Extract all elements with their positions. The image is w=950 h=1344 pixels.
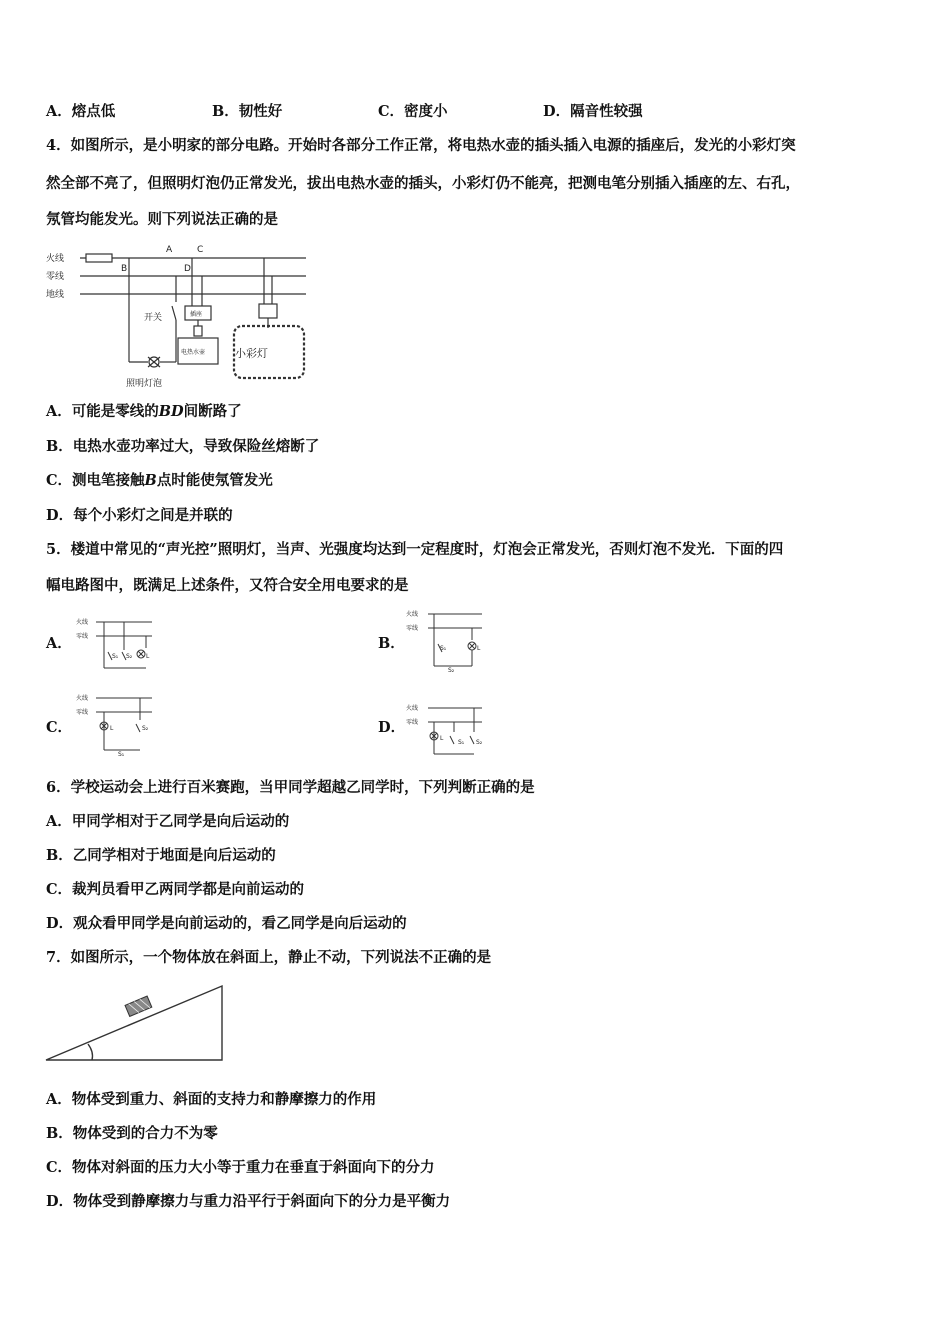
q5-stem-line1: 5．楼道中常见的“声光控”照明灯，当声、光强度均达到一定程度时，灯泡会正常发光，否则灯泡不发光．下面的四 [46, 541, 784, 558]
q7-option-b: B．物体受到的合力不为零 [46, 1125, 218, 1142]
q5d-l: L [440, 735, 444, 742]
q4-stem-line1: 4．如图所示，是小明家的部分电路。开始时各部分工作正常，将电热水壶的插头插入电源的插座后，发光的小彩灯突 [46, 137, 796, 154]
q5-label-b: B． [378, 635, 405, 652]
q4-stem-line2: 然全部不亮了，但照明灯泡仍正常发光，拔出电热水壶的插头，小彩灯仍不能亮，把测电笔分别插入插座的左、右孔， [46, 175, 800, 192]
q7-option-c: C．物体对斜面的压力大小等于重力在垂直于斜面向下的分力 [46, 1159, 435, 1176]
q5a-s1: S₁ [112, 653, 119, 660]
fig-label-dengpao: 照明灯泡 [126, 379, 163, 389]
q5b-huoxian: 火线 [406, 611, 419, 618]
q5-label-c: C． [46, 719, 73, 736]
q5d-s2: S₂ [476, 739, 483, 746]
q7-incline-figure [44, 982, 228, 1064]
fig-label-lingxian: 零线 [46, 272, 65, 282]
q7-option-d: D．物体受到静摩擦力与重力沿平行于斜面向下的分力是平衡力 [46, 1193, 451, 1210]
fig-label-b: B [121, 264, 128, 274]
q5-circuit-a [74, 612, 154, 670]
fig-label-dixian: 地线 [46, 290, 65, 300]
q7-stem: 7．如图所示，一个物体放在斜面上，静止不动，下列说法不正确的是 [46, 949, 492, 966]
q3-option-b: B．韧性好 [212, 103, 283, 120]
q4-circuit-figure [44, 240, 314, 390]
fig-label-shuihu: 电热水壶 [181, 349, 206, 356]
q6-stem: 6．学校运动会上进行百米赛跑，当甲同学超越乙同学时，下列判断正确的是 [46, 779, 535, 796]
q5a-s2: S₂ [126, 653, 133, 660]
q4-option-d: D．每个小彩灯之间是并联的 [46, 507, 233, 524]
q4-option-b: B．电热水壶功率过大，导致保险丝熔断了 [46, 438, 320, 455]
q5d-huoxian: 火线 [406, 705, 419, 712]
q6-option-c: C．裁判员看甲乙两同学都是向前运动的 [46, 881, 305, 898]
fig-label-kaiguan: 开关 [144, 313, 163, 323]
q3-option-d: D．隔音性较强 [543, 103, 643, 120]
q5b-lingxian: 零线 [406, 625, 419, 632]
fig-label-a: A [166, 245, 173, 255]
fig-label-d: D [184, 264, 191, 274]
q5b-l: L [477, 645, 481, 652]
q6-option-b: B．乙同学相对于地面是向后运动的 [46, 847, 276, 864]
q5c-lingxian: 零线 [76, 709, 89, 716]
q5-circuit-c [74, 688, 154, 758]
q5c-s2: S₂ [142, 725, 149, 732]
q5d-s1: S₁ [458, 739, 465, 746]
fig-label-chazuo: 插座 [190, 311, 203, 318]
q5b-s1: S₁ [440, 645, 447, 652]
q6-option-a: A．甲同学相对于乙同学是向后运动的 [46, 813, 290, 830]
q3-option-a: A．熔点低 [46, 103, 116, 120]
q4-option-c: C．测电笔接触B点时能使氖管发光 [46, 472, 273, 489]
q4-option-a: A．可能是零线的BD间断路了 [46, 403, 242, 420]
fig-label-c: C [197, 245, 204, 255]
q5c-huoxian: 火线 [76, 695, 89, 702]
q5b-s2: S₂ [448, 667, 455, 674]
q5-circuit-d [404, 698, 484, 756]
q4-stem-line3: 氖管均能发光。则下列说法正确的是 [46, 211, 278, 228]
q5-circuit-b [404, 604, 484, 674]
q5a-huoxian: 火线 [76, 619, 89, 626]
q5-label-a: A． [46, 635, 72, 652]
q5c-l: L [110, 725, 114, 732]
fig-label-huoxian: 火线 [46, 254, 65, 264]
q5-stem-line2: 幅电路图中，既满足上述条件，又符合安全用电要求的是 [46, 577, 409, 594]
q5c-s1: S₁ [118, 751, 125, 758]
q5a-lingxian: 零线 [76, 633, 89, 640]
q5a-l: L [146, 653, 150, 660]
q3-option-c: C．密度小 [378, 103, 448, 120]
q5-label-d: D． [378, 719, 406, 736]
q6-option-d: D．观众看甲同学是向前运动的，看乙同学是向后运动的 [46, 915, 407, 932]
fig-label-caideng: 小彩灯 [235, 347, 268, 360]
q5d-lingxian: 零线 [406, 719, 419, 726]
q7-option-a: A．物体受到重力、斜面的支持力和静摩擦力的作用 [46, 1091, 377, 1108]
